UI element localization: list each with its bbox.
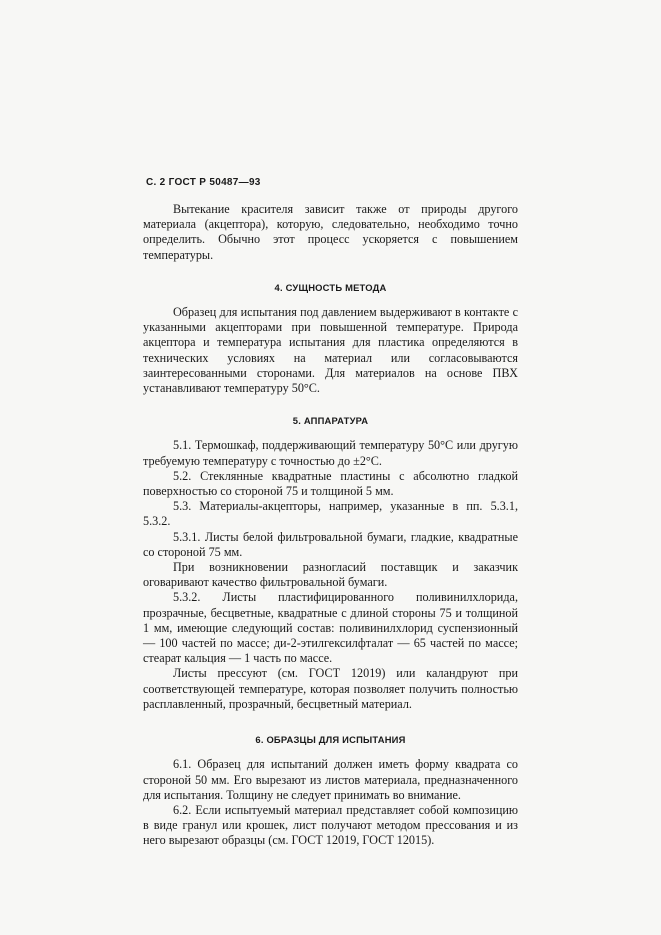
- clause-6-2: 6.2. Если испытуемый материал представляет собой композицию в виде гранул или крошек, лист получают методом прессования и из него вырезают образцы (см. ГОСТ 12019, ГОСТ 12015).: [143, 802, 518, 848]
- clause-5-3-2: 5.3.2. Листы пластифицированного поливинилхлорида, прозрачные, бесцветные, квадратные с длиной стороны 75 и толщиной 1 мм, имеющие следующий состав: поливинилхлорид суспензионный — 100 частей по массе; ди-2-этилгексилфталат — 65 частей по массе; стеарат кальция — 1 часть по массе.: [143, 590, 518, 666]
- clause-5-2: 5.2. Стеклянные квадратные пластины с абсолютно гладкой поверхностью со стороной 75 и толщиной 5 мм.: [143, 468, 518, 499]
- clause-5-3-1-note: При возникновении разногласий поставщик и заказчик оговаривают качество фильтровальной бумаги.: [143, 560, 518, 590]
- clause-6-1: 6.1. Образец для испытаний должен иметь форму квадрата со стороной 50 мм. Его вырезают из листов материала, предназначенного для испытания. Толщину не следует принимать во внимание.: [143, 757, 518, 802]
- section-5-title: 5. АППАРАТУРА: [292, 415, 369, 427]
- document-body: [143, 202, 518, 849]
- page-header: С. 2 ГОСТ Р 50487—93: [146, 177, 261, 188]
- clause-5-3-2-note: Листы прессуют (см. ГОСТ 12019) или каландруют при соответствующей температуре, которая позволяет получить полностью расплавленный, прозрачный, бесцветный материал.: [143, 666, 518, 711]
- section-4-paragraph: Образец для испытания под давлением выдерживают в контакте с указанными акцепторами при повышенной температуре. Природа акцептора и температура испытания для пластика определяются в технических условиях на материал или согласовываются заинтересованными сторонами. Для материалов на основе ПВХ устанавливают температуру 50°С.: [143, 305, 518, 396]
- intro-paragraph: Вытекание красителя зависит также от природы другого материала (акцептора), которую, следовательно, необходимо точно определить. Обычно этот процесс ускоряется с повышением температуры.: [143, 202, 518, 262]
- clause-5-3-1: 5.3.1. Листы белой фильтровальной бумаги, гладкие, квадратные со стороной 75 мм.: [143, 529, 518, 559]
- section-4-title: 4. СУЩНОСТЬ МЕТОДА: [274, 281, 387, 293]
- section-6-title: 6. ОБРАЗЦЫ ДЛЯ ИСПЫТАНИЯ: [255, 734, 406, 746]
- clause-5-1: 5.1. Термошкаф, поддерживающий температуру 50°С или другую требуемую температуру с точностью до ±2°С.: [143, 438, 518, 468]
- clause-5-3: 5.3. Материалы-акцепторы, например, указанные в пп. 5.3.1, 5.3.2.: [143, 499, 518, 529]
